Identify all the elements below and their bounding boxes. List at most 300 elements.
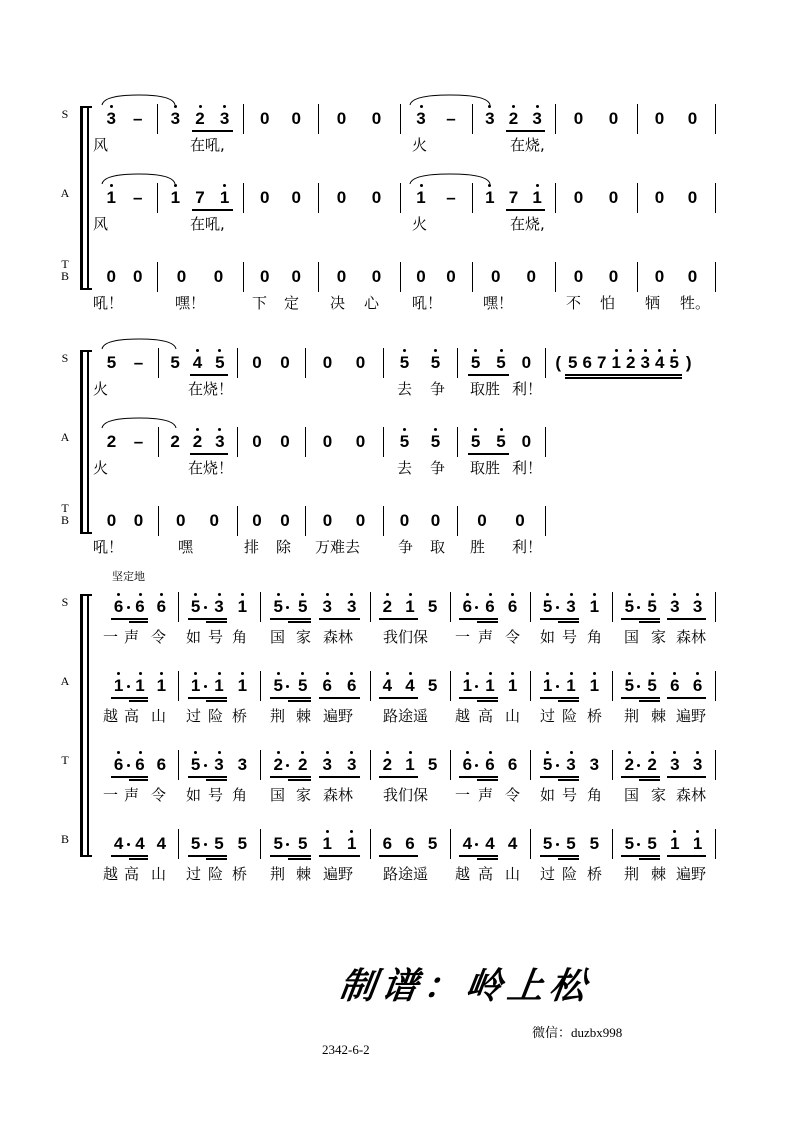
lyric: 角 xyxy=(232,786,248,804)
augmentation-dot xyxy=(475,764,478,767)
tie-slur xyxy=(102,94,175,106)
note: 7 xyxy=(597,353,607,372)
note: 6 xyxy=(462,597,473,616)
beam-underline xyxy=(192,130,233,132)
octave-dot xyxy=(570,593,573,596)
rest: 0 xyxy=(687,188,698,207)
lyric: 火 xyxy=(93,459,109,477)
rest: 0 xyxy=(446,267,456,286)
lyric: 一 xyxy=(455,628,471,646)
beam-underline xyxy=(477,621,498,623)
augmentation-dot xyxy=(637,606,640,609)
octave-dot xyxy=(628,593,631,596)
octave-dot xyxy=(570,751,573,754)
lyric: 利！ xyxy=(512,538,543,556)
beam-underline xyxy=(623,374,683,376)
staff-row xyxy=(0,350,792,376)
wechat-contact: 微信：duzbx998 xyxy=(532,1025,623,1040)
note: 3 xyxy=(532,109,542,128)
note: 5 xyxy=(298,597,308,616)
note: 6 xyxy=(462,755,473,774)
note: 3 xyxy=(692,755,703,774)
lyric: 山 xyxy=(505,865,521,883)
octave-dot xyxy=(326,672,329,675)
beam-underline xyxy=(540,618,579,620)
duration-dash: – xyxy=(446,109,456,128)
lyric: 家 xyxy=(296,628,312,646)
lyric: 高 xyxy=(124,707,140,725)
octave-dot xyxy=(466,593,469,596)
lyric: 越 xyxy=(455,865,471,883)
beam-underline xyxy=(621,618,660,620)
beam-underline xyxy=(270,855,311,857)
note: 6 xyxy=(347,676,357,695)
note: 5 xyxy=(568,353,578,372)
lyric: 嘿！ xyxy=(175,294,206,312)
note: 5 xyxy=(542,755,553,774)
staff-row xyxy=(0,673,792,699)
beam-underline xyxy=(319,697,360,699)
tie-slur xyxy=(102,417,176,429)
lyric: 荆 xyxy=(270,865,286,883)
lyric: 一 xyxy=(455,786,471,804)
lyric: 在吼, xyxy=(190,215,225,233)
beam-underline xyxy=(319,618,360,620)
tie-slur xyxy=(410,173,490,185)
note: 1 xyxy=(170,188,181,207)
octave-dot xyxy=(403,428,406,431)
rest: 0 xyxy=(322,432,333,451)
note: 6 xyxy=(405,834,415,853)
augmentation-dot xyxy=(475,843,478,846)
augmentation-dot xyxy=(286,685,289,688)
augmentation-dot xyxy=(556,685,559,688)
rest: 0 xyxy=(399,511,410,530)
note: 5 xyxy=(430,432,441,451)
beam-underline xyxy=(621,855,660,857)
lyric: 令 xyxy=(151,628,167,646)
part-label: S xyxy=(61,351,69,365)
rest: 0 xyxy=(336,109,347,128)
note: 2 xyxy=(624,755,635,774)
lyric: 山 xyxy=(151,865,167,883)
lyric: 国 xyxy=(270,786,286,804)
note: 5 xyxy=(298,834,308,853)
lyric: 号 xyxy=(208,786,224,804)
octave-dot xyxy=(326,830,329,833)
augmentation-dot xyxy=(127,843,130,846)
beam-underline xyxy=(111,855,148,857)
lyric: 棘 xyxy=(296,707,312,725)
note: 6 xyxy=(670,676,680,695)
rest: 0 xyxy=(687,109,698,128)
rest: 0 xyxy=(322,353,333,372)
lyric: 心 xyxy=(364,294,380,312)
note: 1 xyxy=(106,188,116,207)
note: 5 xyxy=(589,834,600,853)
rest: 0 xyxy=(133,267,143,286)
augmentation-dot xyxy=(475,685,478,688)
note: 1 xyxy=(611,353,621,372)
lyric: 令 xyxy=(505,786,521,804)
beam-underline xyxy=(667,697,706,699)
lyric: 桥 xyxy=(232,865,248,883)
note: 5 xyxy=(215,353,225,372)
lyric: 荆 xyxy=(624,707,640,725)
part-label: T B xyxy=(60,501,69,527)
beam-underline xyxy=(506,130,546,132)
note: 5 xyxy=(427,755,438,774)
part-label: B xyxy=(60,832,69,846)
beam-underline xyxy=(192,209,233,211)
note: 4 xyxy=(192,353,203,372)
lyric: 角 xyxy=(587,786,603,804)
rest: 0 xyxy=(260,188,270,207)
note: 6 xyxy=(582,353,592,372)
beam-underline xyxy=(319,855,360,857)
lyric: 在吼, xyxy=(190,136,225,154)
lyric: 在烧！ xyxy=(188,380,234,398)
rest: 0 xyxy=(573,188,584,207)
note: 3 xyxy=(322,755,332,774)
rest: 0 xyxy=(608,109,619,128)
note: 1 xyxy=(135,676,145,695)
staff-row xyxy=(0,429,792,455)
beam-underline xyxy=(565,377,625,379)
note: 1 xyxy=(113,676,124,695)
beam-underline xyxy=(477,700,498,702)
note: 5 xyxy=(273,676,283,695)
beam-underline xyxy=(621,697,660,699)
lyric: 吼！ xyxy=(93,538,124,556)
lyric: 遍野 xyxy=(323,707,354,725)
note: 5 xyxy=(624,676,635,695)
beam-underline xyxy=(111,618,148,620)
beam-underline xyxy=(129,858,148,860)
lyric: 遍野 xyxy=(676,707,707,725)
lyric: 定 xyxy=(284,294,300,312)
lyric: 险 xyxy=(562,707,578,725)
note: 1 xyxy=(692,834,703,853)
system-brace xyxy=(80,594,83,857)
beam-underline xyxy=(206,700,227,702)
beam-underline xyxy=(270,776,311,778)
octave-dot xyxy=(160,672,163,675)
lyric: 下 xyxy=(252,294,268,312)
rest: 0 xyxy=(260,109,270,128)
lyric: 荆 xyxy=(270,707,286,725)
beam-underline xyxy=(206,858,227,860)
beam-underline xyxy=(558,700,579,702)
beam-underline xyxy=(540,697,579,699)
beam-underline xyxy=(558,779,579,781)
octave-dot xyxy=(196,349,199,352)
beam-underline xyxy=(477,858,498,860)
octave-dot xyxy=(277,672,280,675)
beam-underline xyxy=(129,621,148,623)
octave-dot xyxy=(489,751,492,754)
octave-dot xyxy=(536,105,539,108)
lyric: 如 xyxy=(540,628,556,646)
lyric: 家 xyxy=(296,786,312,804)
tie-slur xyxy=(102,173,175,185)
octave-dot xyxy=(651,672,654,675)
rest: 0 xyxy=(252,511,262,530)
lyric: 森林 xyxy=(323,786,354,804)
beam-underline xyxy=(459,776,498,778)
note: 3 xyxy=(214,755,224,774)
note: 5 xyxy=(496,353,506,372)
octave-dot xyxy=(241,593,244,596)
rest: 0 xyxy=(133,511,144,530)
augmentation-dot xyxy=(204,764,207,767)
lyric: 路途遥 xyxy=(383,707,429,725)
note: 4 xyxy=(485,834,495,853)
note: 4 xyxy=(655,353,665,372)
rest: 0 xyxy=(515,511,525,530)
lyric: 嘿！ xyxy=(483,294,514,312)
part-label: A xyxy=(60,674,70,688)
octave-dot xyxy=(386,751,389,754)
rest: 0 xyxy=(608,267,619,286)
octave-dot xyxy=(673,349,676,352)
lyric: 国 xyxy=(624,786,640,804)
lyric: 越 xyxy=(455,707,471,725)
note: 3 xyxy=(566,597,576,616)
rest: 0 xyxy=(371,267,382,286)
beam-underline xyxy=(639,700,660,702)
lyric: 声 xyxy=(124,628,140,646)
lyric: 争 xyxy=(430,380,446,398)
lyric: 号 xyxy=(562,628,578,646)
rest: 0 xyxy=(355,511,366,530)
note: 6 xyxy=(485,755,495,774)
rest: 0 xyxy=(416,267,426,286)
lyric: 角 xyxy=(587,628,603,646)
lyric: 令 xyxy=(151,786,167,804)
staff-row xyxy=(0,264,792,290)
staff-row xyxy=(0,185,792,211)
lyric: 争 xyxy=(398,538,414,556)
octave-dot xyxy=(593,593,596,596)
lyric: 如 xyxy=(540,786,556,804)
beam-underline xyxy=(477,779,498,781)
beam-underline xyxy=(188,776,227,778)
rest: 0 xyxy=(106,511,117,530)
lyric: 在烧, xyxy=(510,215,545,233)
lyric: 高 xyxy=(124,865,140,883)
parenthesis: ( xyxy=(555,353,562,372)
part-label: S xyxy=(61,107,69,121)
octave-dot xyxy=(199,105,202,108)
beam-underline xyxy=(540,855,579,857)
note: 1 xyxy=(589,676,600,695)
staff-row xyxy=(0,752,792,778)
note: 3 xyxy=(347,597,357,616)
beam-underline xyxy=(379,618,418,620)
octave-dot xyxy=(218,593,221,596)
lyric: 棘 xyxy=(651,865,667,883)
rest: 0 xyxy=(252,353,262,372)
lyric: 号 xyxy=(208,628,224,646)
note: 2 xyxy=(195,109,205,128)
rest: 0 xyxy=(260,267,270,286)
note: 1 xyxy=(416,188,426,207)
lyric: 决 xyxy=(330,294,346,312)
rest: 0 xyxy=(654,109,665,128)
beam-underline xyxy=(667,776,706,778)
lyric: 一 xyxy=(103,786,119,804)
beam-underline xyxy=(639,779,660,781)
note: 3 xyxy=(214,597,224,616)
augmentation-dot xyxy=(637,843,640,846)
lyric: 除 xyxy=(276,538,292,556)
note: 1 xyxy=(347,834,357,853)
beam-underline xyxy=(190,453,228,455)
note: 3 xyxy=(347,755,357,774)
beam-underline xyxy=(459,855,498,857)
rest: 0 xyxy=(291,188,301,207)
rest: 0 xyxy=(521,353,532,372)
beam-underline xyxy=(379,697,418,699)
staff-row xyxy=(0,594,792,620)
rest: 0 xyxy=(291,267,301,286)
lyric: 嘿 xyxy=(178,538,194,556)
lyric: 不 xyxy=(566,294,582,312)
rest: 0 xyxy=(654,267,665,286)
octave-dot xyxy=(651,751,654,754)
augmentation-dot xyxy=(475,606,478,609)
rest: 0 xyxy=(291,109,301,128)
lyric: 森林 xyxy=(323,628,354,646)
rest: 0 xyxy=(322,511,333,530)
note: 3 xyxy=(215,432,225,451)
note: 2 xyxy=(382,597,393,616)
lyric: 去 xyxy=(397,380,413,398)
note: 1 xyxy=(589,597,600,616)
note: 5 xyxy=(427,597,438,616)
lyric: 怕 xyxy=(600,294,616,312)
lyric: 越 xyxy=(103,707,119,725)
octave-dot xyxy=(593,672,596,675)
note: 5 xyxy=(566,834,576,853)
rest: 0 xyxy=(213,267,224,286)
lyric: 高 xyxy=(478,865,494,883)
note: 5 xyxy=(669,353,679,372)
octave-dot xyxy=(277,593,280,596)
octave-dot xyxy=(512,105,515,108)
note: 5 xyxy=(647,676,657,695)
tie-slur xyxy=(410,94,490,106)
part-label: T B xyxy=(60,257,69,283)
note: 5 xyxy=(624,597,635,616)
lyric: 过 xyxy=(540,707,556,725)
rest: 0 xyxy=(477,511,487,530)
rest: 0 xyxy=(430,511,441,530)
note: 3 xyxy=(640,353,650,372)
note: 6 xyxy=(485,597,495,616)
octave-dot xyxy=(218,751,221,754)
lyric: 取 xyxy=(430,538,446,556)
note: 1 xyxy=(214,676,224,695)
rest: 0 xyxy=(371,188,382,207)
note: 6 xyxy=(382,834,393,853)
lyric: 取胜 xyxy=(470,459,501,477)
beam-underline xyxy=(540,776,579,778)
note: 5 xyxy=(496,432,506,451)
note: 2 xyxy=(626,353,636,372)
note: 5 xyxy=(430,353,441,372)
note: 5 xyxy=(214,834,224,853)
beam-underline xyxy=(288,779,311,781)
octave-dot xyxy=(628,672,631,675)
note: 2 xyxy=(298,755,308,774)
beam-underline xyxy=(288,621,311,623)
rest: 0 xyxy=(252,432,262,451)
duration-dash: – xyxy=(133,109,143,128)
note: 5 xyxy=(427,676,438,695)
lyric: 号 xyxy=(562,786,578,804)
lyric: 高 xyxy=(478,707,494,725)
note: 3 xyxy=(589,755,600,774)
beam-underline xyxy=(379,776,418,778)
lyric: 国 xyxy=(270,628,286,646)
octave-dot xyxy=(241,672,244,675)
note: 1 xyxy=(485,188,495,207)
octave-dot xyxy=(570,672,573,675)
note: 5 xyxy=(427,834,438,853)
note: 3 xyxy=(670,755,680,774)
octave-dot xyxy=(409,672,412,675)
lyric: 排 xyxy=(244,538,260,556)
tie-slur xyxy=(102,338,176,350)
note: 5 xyxy=(273,834,283,853)
lyric: 利！ xyxy=(512,459,543,477)
beam-underline xyxy=(188,697,227,699)
page-code: 2342-6-2 xyxy=(322,1042,370,1057)
lyric: 遍野 xyxy=(676,865,707,883)
octave-dot xyxy=(500,428,503,431)
note: 1 xyxy=(156,676,167,695)
octave-dot xyxy=(386,593,389,596)
augmentation-dot xyxy=(556,764,559,767)
beam-underline xyxy=(565,374,625,376)
note: 5 xyxy=(470,353,481,372)
beam-underline xyxy=(111,776,148,778)
beam-underline xyxy=(506,209,546,211)
note: 3 xyxy=(416,109,426,128)
octave-dot xyxy=(434,349,437,352)
augmentation-dot xyxy=(637,764,640,767)
beam-underline xyxy=(558,858,579,860)
lyric: 荆 xyxy=(624,865,640,883)
beam-underline xyxy=(190,374,228,376)
octave-dot xyxy=(628,751,631,754)
note: 1 xyxy=(190,676,201,695)
lyric: 万难去 xyxy=(315,538,361,556)
beam-underline xyxy=(188,618,227,620)
rest: 0 xyxy=(521,432,532,451)
lyric: 棘 xyxy=(296,865,312,883)
octave-dot xyxy=(500,349,503,352)
lyric: 声 xyxy=(478,628,494,646)
note: 4 xyxy=(507,834,518,853)
octave-dot xyxy=(218,672,221,675)
octave-dot xyxy=(277,751,280,754)
note: 1 xyxy=(219,188,230,207)
lyric: 利！ xyxy=(512,380,543,398)
lyric: 家 xyxy=(651,628,667,646)
